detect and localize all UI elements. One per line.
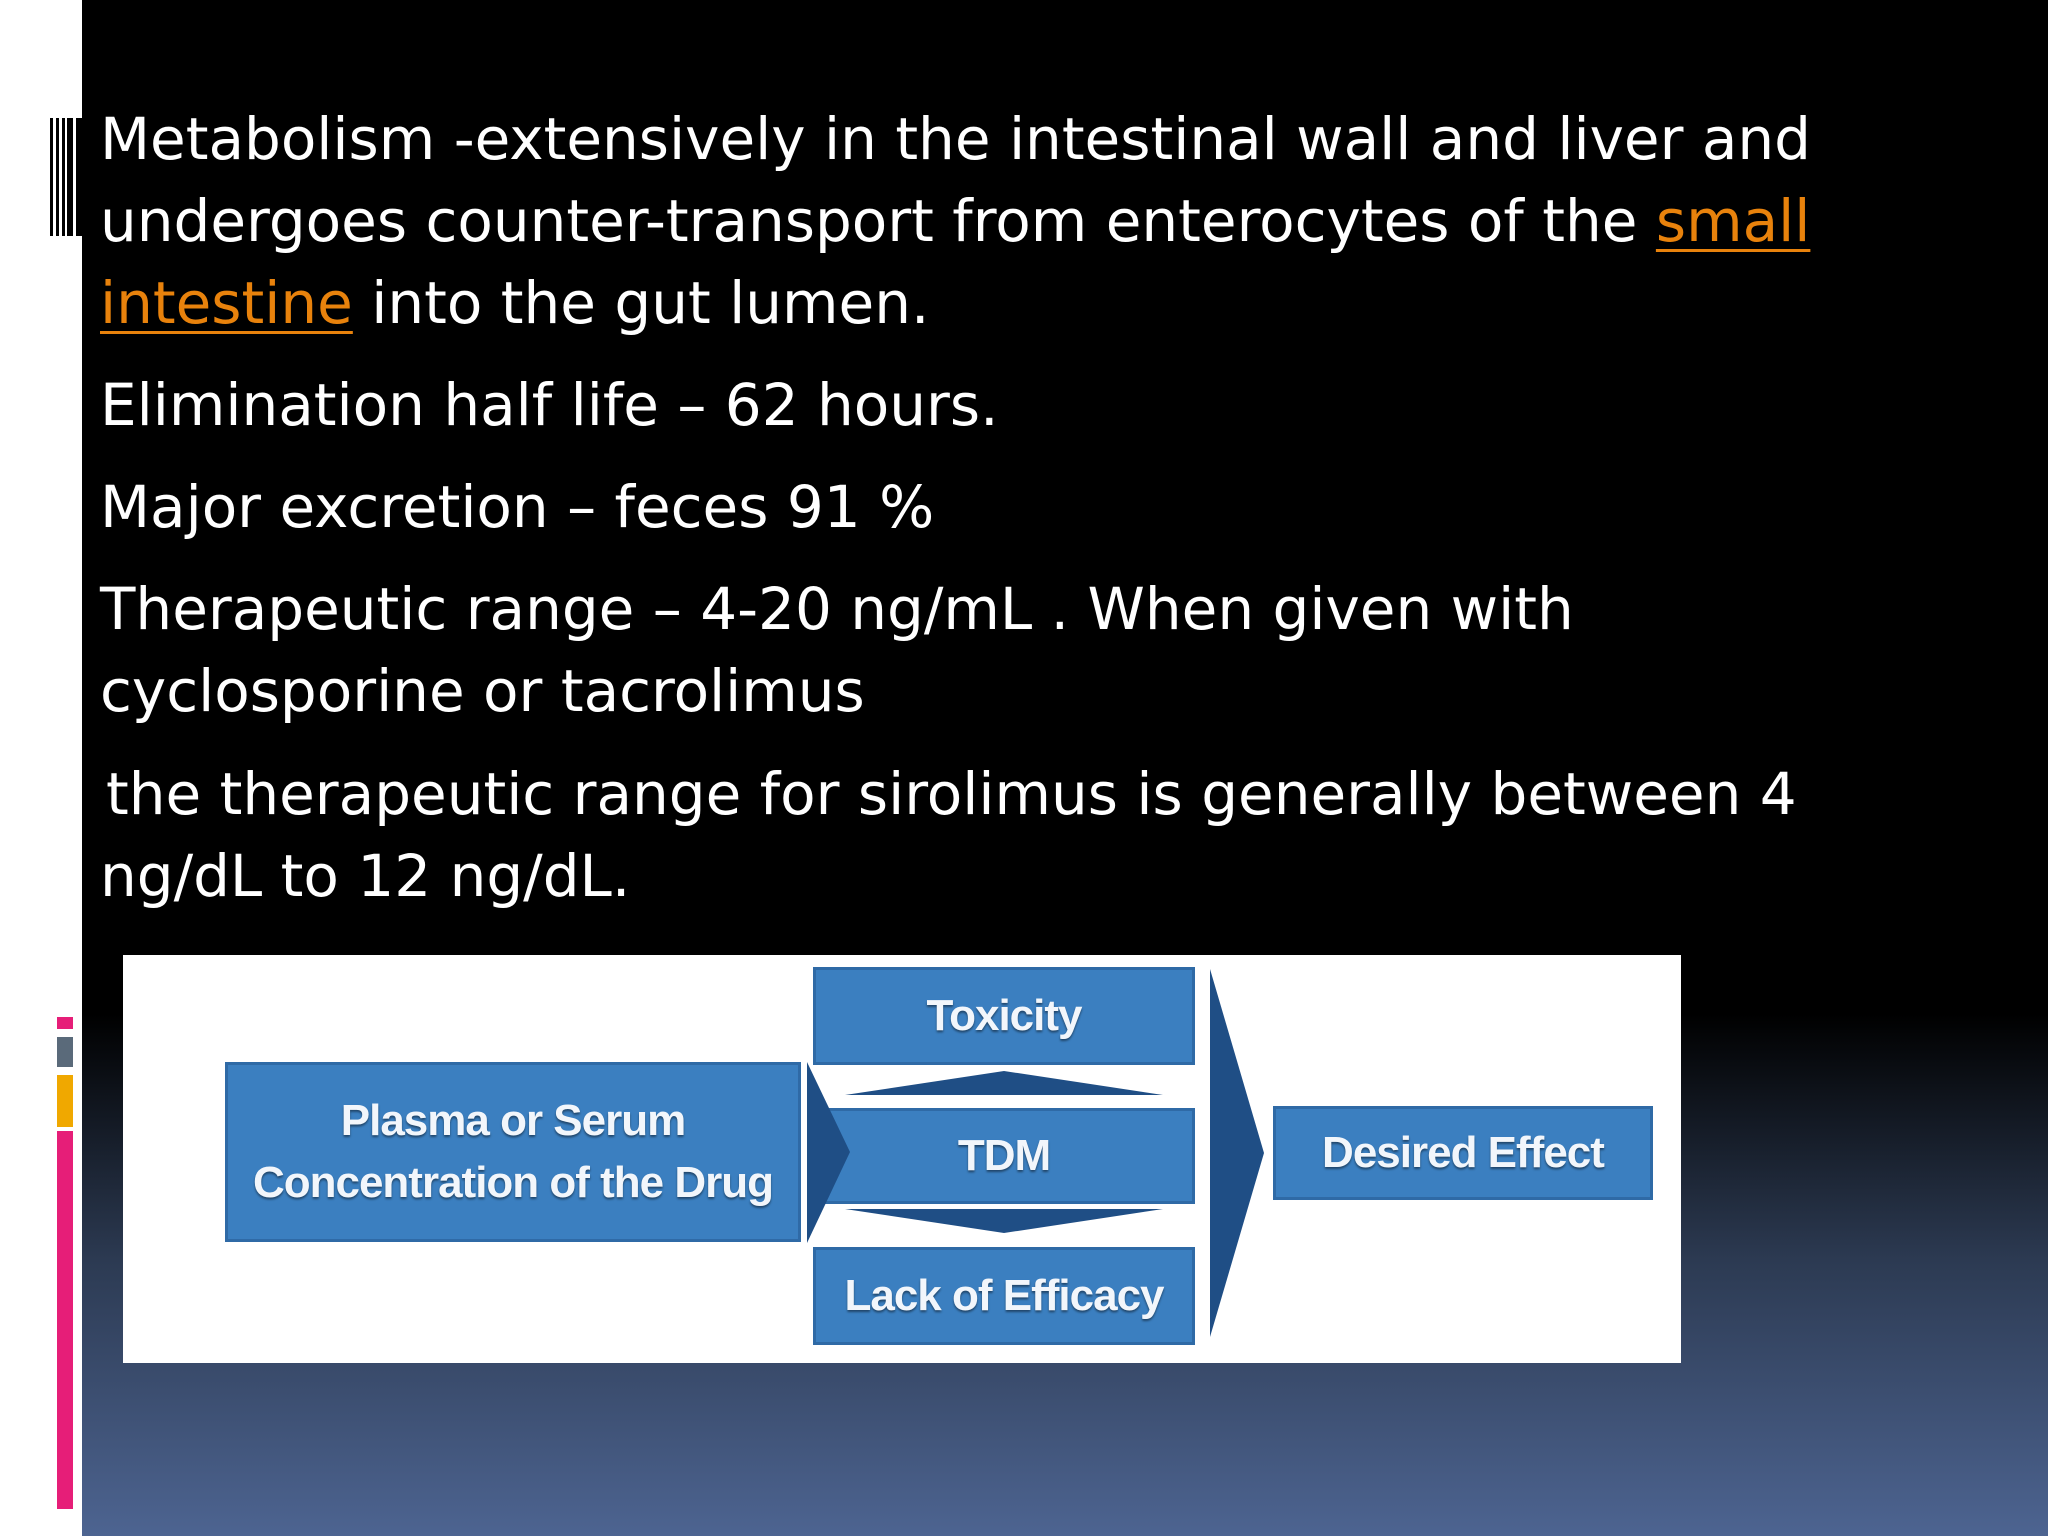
bullet-excretion xyxy=(0,466,1860,548)
accent-bar-pink xyxy=(57,1131,73,1509)
accent-bar-gray xyxy=(57,1037,73,1067)
desired-effect-box xyxy=(1273,1106,1653,1200)
continuation-line-2: ng/dL to 12 ng/dL. xyxy=(100,842,631,910)
lack-of-efficacy-box xyxy=(813,1247,1195,1345)
bullet-square-icon xyxy=(28,599,46,617)
continuation-line-1: the therapeutic range for sirolimus is generally between 4 xyxy=(106,760,1797,828)
bullet-metabolism xyxy=(0,98,1860,344)
source-line-2: Concentration of the Drug xyxy=(252,1158,774,1207)
tdm-box xyxy=(813,1108,1195,1204)
bullet-square-icon xyxy=(28,129,46,147)
lack-of-efficacy-label: Lack of Efficacy xyxy=(844,1271,1164,1320)
bullet-half-life xyxy=(0,364,1860,446)
continuation-text xyxy=(102,753,1862,917)
toxicity-label: Toxicity xyxy=(926,991,1082,1040)
bullet-text: Therapeutic range – 4-20 ng/mL . When given with cyclosporine or tacrolimus xyxy=(100,575,1574,725)
bullet-text: Metabolism -extensively in the intestinal wall and liver and undergoes counter-transport from enterocytes of the xyxy=(100,105,1811,255)
tdm-label: TDM xyxy=(957,1131,1051,1180)
arrow-right-large-icon xyxy=(1210,969,1264,1337)
bullet-therapeutic-range xyxy=(0,568,1860,732)
plasma-concentration-box xyxy=(225,1062,801,1242)
bullet-square-icon xyxy=(28,497,46,515)
bullet-text: Major excretion – feces 91 % xyxy=(100,473,935,541)
toxicity-box xyxy=(813,967,1195,1065)
bullet-square-icon xyxy=(28,395,46,413)
bullet-text: Elimination half life – 62 hours. xyxy=(100,371,999,439)
tdm-diagram xyxy=(123,955,1681,1363)
arrow-up-icon xyxy=(845,1071,1163,1095)
arrow-down-icon xyxy=(845,1209,1163,1233)
desired-effect-label: Desired Effect xyxy=(1322,1128,1604,1177)
accent-bar-pink-top xyxy=(57,1017,73,1029)
bullet-text-end: into the gut lumen. xyxy=(352,269,930,337)
small-intestine-link[interactable]: small intestine xyxy=(100,187,1811,337)
bullet-list xyxy=(0,98,1966,752)
source-line-1: Plasma or Serum xyxy=(340,1096,686,1145)
accent-bar-gold xyxy=(57,1075,73,1127)
